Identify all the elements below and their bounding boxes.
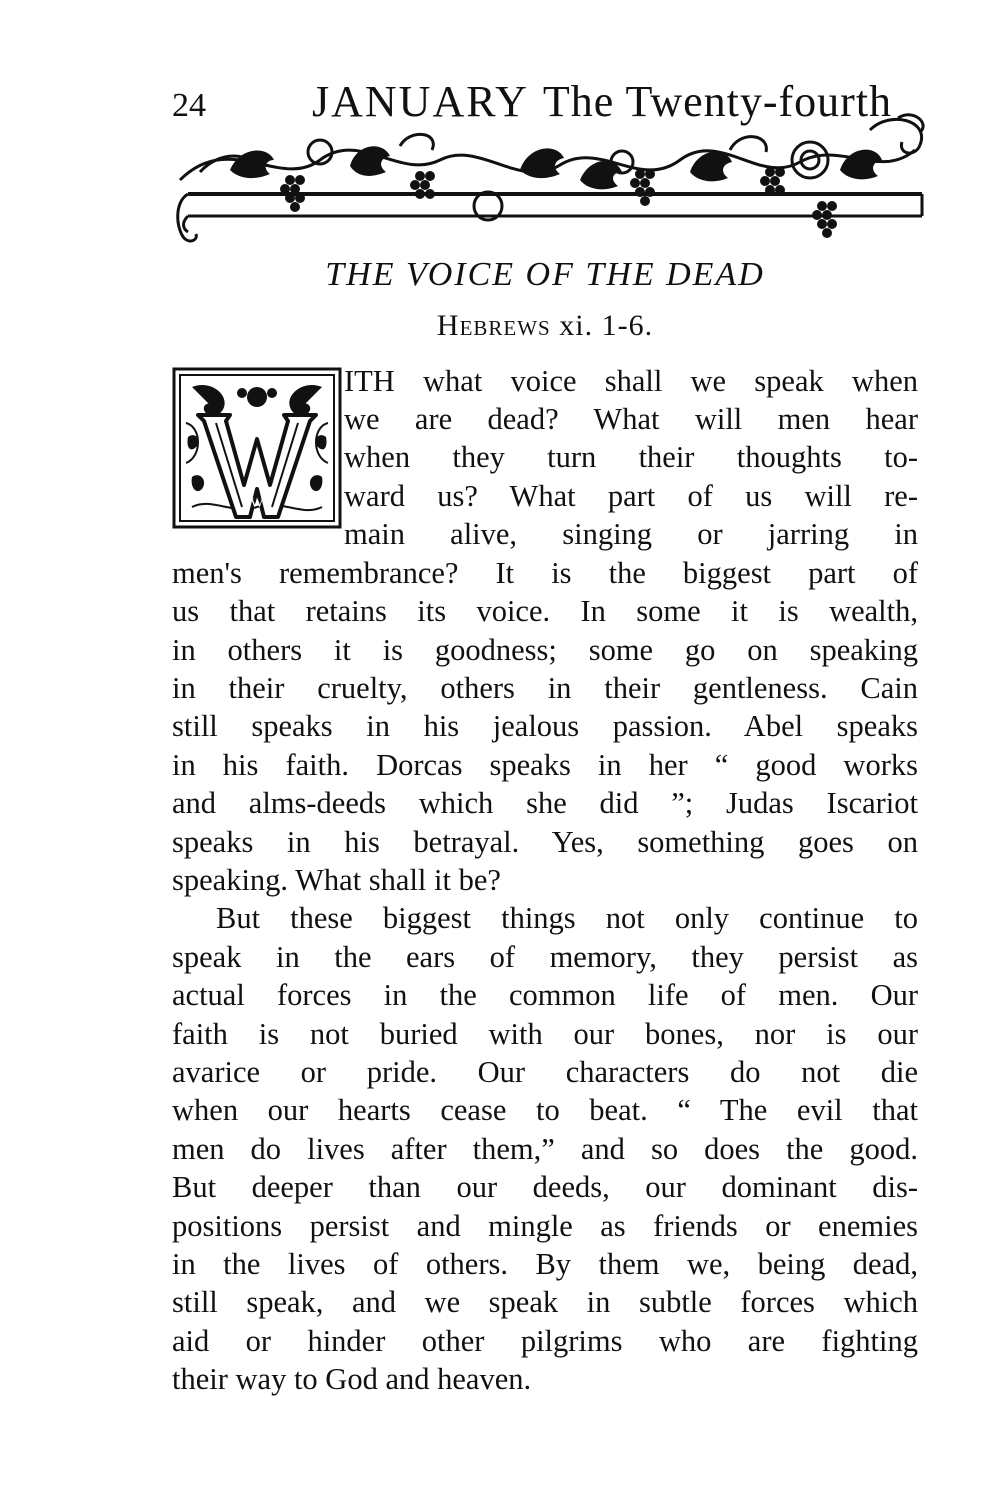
- text-line: But these biggest things not only continue to: [216, 901, 918, 935]
- text-line: in others it is goodness; some go on speaking: [172, 633, 918, 667]
- text-line: avarice or pride. Our characters do not die: [172, 1055, 918, 1089]
- text-line: when our hearts cease to beat. “ The evil that: [172, 1093, 918, 1127]
- reference-book: Hebrews: [436, 309, 551, 342]
- text-line: us that retains its voice. In some it is wealth,: [172, 594, 918, 628]
- text-line: positions persist and mingle as friends or enemies: [172, 1209, 918, 1243]
- text-line: speak in the ears of memory, they persist as: [172, 940, 918, 974]
- text-line: still speaks in his jealous passion. Abel speaks: [172, 709, 918, 743]
- text-line: ITH what voice shall we speak when: [344, 364, 918, 398]
- text-line: ward us? What part of us will re-: [344, 479, 918, 513]
- text-line: their way to God and heaven.: [172, 1362, 532, 1396]
- text-line: But deeper than our deeds, our dominant dis-: [172, 1170, 918, 1204]
- text-line: actual forces in the common life of men. Our: [172, 978, 918, 1012]
- text-line: when they turn their thoughts to-: [344, 440, 918, 474]
- text-line: men do lives after them,” and so does the good.: [172, 1132, 918, 1166]
- text-line: in the lives of others. By them we, being dead,: [172, 1247, 918, 1281]
- text-line: in their cruelty, others in their gentleness. Cain: [172, 671, 918, 705]
- text-line: faith is not buried with our bones, nor is our: [172, 1017, 918, 1051]
- text-line: main alive, singing or jarring in: [344, 517, 918, 551]
- vine-ornament-icon: [170, 110, 930, 250]
- dropcap-letter: W: [250, 496, 264, 511]
- chapter-title: THE VOICE OF THE DEAD: [325, 256, 765, 293]
- text-line: and alms-deeds which she did ”; Judas Iscariot: [172, 786, 918, 820]
- running-head-month: JANUARY: [312, 77, 529, 126]
- text-line: men's remembrance? It is the biggest part of: [172, 556, 918, 590]
- scripture-reference: [0, 306, 1000, 346]
- page-number: 24: [172, 87, 206, 124]
- text-line: still speak, and we speak in subtle forces which: [172, 1285, 918, 1319]
- reference-chapter: xi. 1-6.: [559, 309, 654, 342]
- running-head-day: The Twenty-fourth: [542, 77, 893, 126]
- text-line: speaking. What shall it be?: [172, 863, 501, 897]
- text-line: we are dead? What will men hear: [344, 402, 918, 436]
- text-line: aid or hinder other pilgrims who are fighting: [172, 1324, 918, 1358]
- text-line: in his faith. Dorcas speaks in her “ good works: [172, 748, 918, 782]
- text-line: speaks in his betrayal. Yes, something goes on: [172, 825, 918, 859]
- dropcap-w-icon: [172, 367, 342, 529]
